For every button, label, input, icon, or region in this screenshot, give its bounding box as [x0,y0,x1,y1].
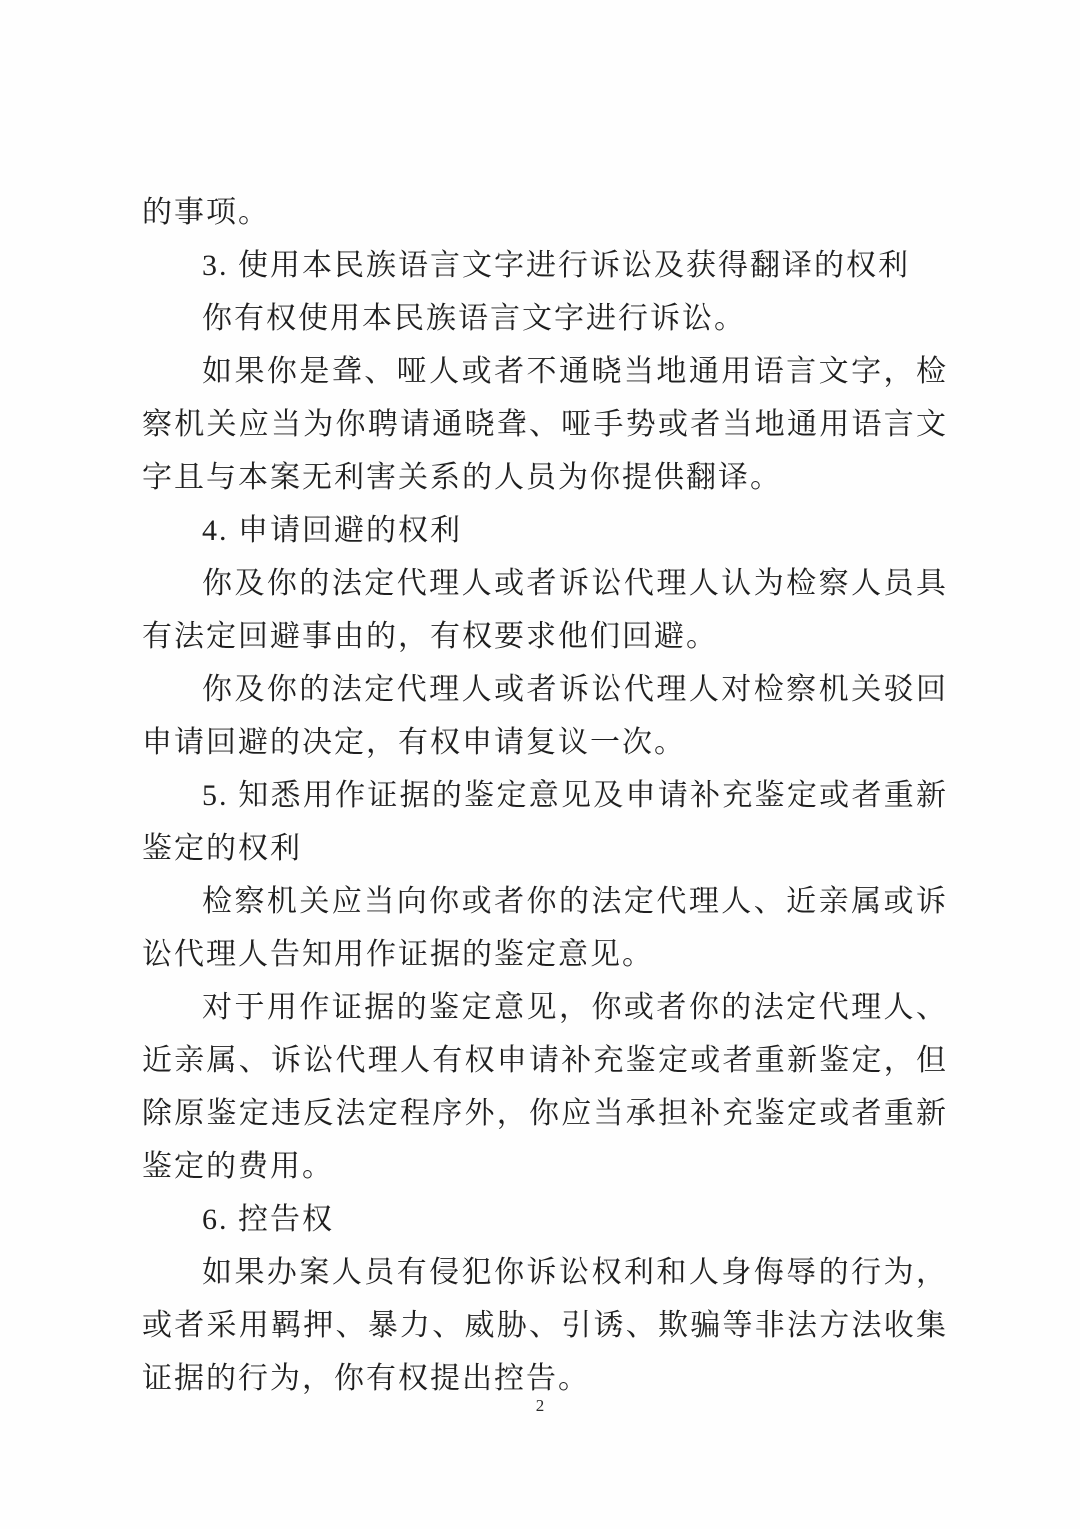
paragraph: 4. 申请回避的权利 [202,514,462,547]
document-body [142,186,948,1405]
paragraph: 检察机关应当向你或者你的法定代理人、近亲属或诉讼代理人告知用作证据的鉴定意见。 [142,885,948,971]
paragraph: 的事项。 [142,196,270,229]
paragraph: 对于用作证据的鉴定意见，你或者你的法定代理人、近亲属、诉讼代理人有权申请补充鉴定或者重新鉴定，但除原鉴定违反法定程序外，你应当承担补充鉴定或者重新鉴定的费用。 [142,991,948,1183]
page-number: 2 [535,1396,545,1415]
paragraph: 你及你的法定代理人或者诉讼代理人对检察机关驳回申请回避的决定，有权申请复议一次。 [142,673,948,759]
paragraph: 如果你是聋、哑人或者不通晓当地通用语言文字，检察机关应当为你聘请通晓聋、哑手势或者当地通用语言文字且与本案无利害关系的人员为你提供翻译。 [142,355,948,494]
paragraph: 你有权使用本民族语言文字进行诉讼。 [202,302,746,335]
paragraph: 6. 控告权 [202,1203,334,1236]
paragraph: 如果办案人员有侵犯你诉讼权利和人身侮辱的行为，或者采用羁押、暴力、威胁、引诱、欺骗等非法方法收集证据的行为，你有权提出控告。 [142,1256,948,1395]
paragraph: 3. 使用本民族语言文字进行诉讼及获得翻译的权利 [202,249,910,282]
paragraph: 5. 知悉用作证据的鉴定意见及申请补充鉴定或者重新鉴定的权利 [142,779,948,865]
paragraph: 你及你的法定代理人或者诉讼代理人认为检察人员具有法定回避事由的，有权要求他们回避。 [142,567,948,653]
